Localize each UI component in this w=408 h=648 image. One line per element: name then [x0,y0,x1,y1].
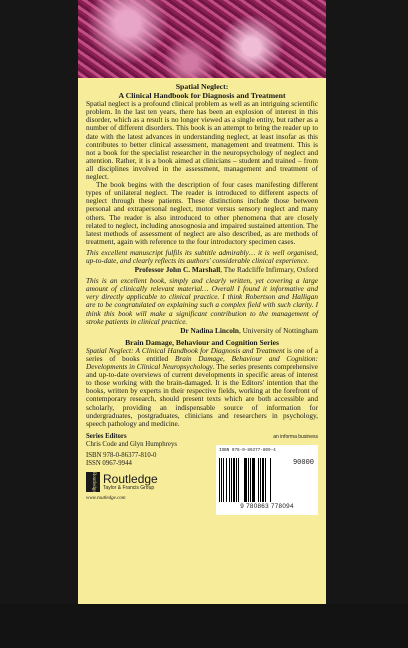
reviewer-name-1: Professor John C. Marshall [134,265,221,275]
series-title: Brain Damage, Behaviour and Cognition Series [125,337,279,347]
publisher-subtitle: Taylor & Francis Group [103,485,155,492]
reviewer-affiliation-1: , The Radcliffe Infirmary, Oxford [220,265,318,275]
publisher-name: Routledge [103,472,158,487]
reviewer-name-2: Dr Nadina Lincoln [180,325,239,335]
cover-art-banner [78,0,326,78]
review-attribution-2 [86,327,318,335]
routledge-logo-icon: Routledge [86,472,100,492]
series-editors-header: Series Editors [86,432,127,440]
barcode-isbn: ISBN 978-0-86377-809-4 [219,447,276,453]
blurb-panel [78,78,326,604]
description-paragraph-2: The book begins with the description of four cases manifesting different types of unilateral neglect. The reader is introduced to different aspects of neglect through these patients. These distinctions include those between personal and extrapersonal neglect, motor versus sensory neglect and many others. The reader is also introduced to other phenomena that are closely related to neglect, including anosognosia and impaired sustained attention. The latest methods of assessment of neglect are also described, as are methods of treatment, again with reference to the four introductory specimen cases. [86,180,318,246]
review-attribution-1 [86,266,318,274]
bottom-strip [0,604,408,648]
barcode-box [216,445,318,515]
review-quote-1: This excellent manuscript fulfils its subtitle admirably… it is well organised, up-to-date, and clearly reflects its authors' considerable clinical experience. [86,247,318,265]
series-book-title: Spatial Neglect: A Clinical Handbook for Diagnosis and Treatment [86,345,285,355]
informa-label: an informa business [273,433,318,440]
back-cover-footer [86,433,318,533]
series-name: Brain Damage, Behaviour and Cognition: Developments in Clinical Neuropsychology [86,354,318,372]
book-title-line1: Spatial Neglect: [175,82,229,91]
barcode-number: 9 780863 778094 [240,502,294,510]
book-title [86,83,318,100]
barcode-price-code: 90000 [292,458,314,467]
issn-text: ISSN 0967-9944 [86,460,132,468]
review-quote-2: This is an excellent book, simply and clearly written, yet covering a large amount of clinically relevant material… Overall I found it informative and very directly applicable to clinical practice. I think Robertson and Halligan are to be congratulated on explaining such a complex field with such clarity. I think this book will make a significant contribution to the management of stroke patients in clinical practice. [86,276,318,326]
reviewer-affiliation-2: , University of Nottingham [238,325,318,335]
description-paragraph-1: Spatial neglect is a profound clinical problem as well as an intriguing scientific problem. In the last ten years, there has been an explosion of interest in this disorder, which as a result is no longer viewed as a single entity, but rather as a number of different disorders. This book is an attempt to bring the reader up to date with the latest advances in understanding neglect, at least insofar as this contributes to better clinical assessment, management and treatment. This is not a book for the specialist researcher in the neuropsychology of neglect and attention. Rather, it is a book aimed at clinicians – student and trained – from all disciplines involved in the assessment, management and treatment of neglect. [86,99,318,182]
series-editors-names: Chris Code and Glyn Humphreys [86,440,177,448]
publisher-website: www.routledge.com [86,496,126,502]
isbn-text: ISBN 978-0-86377-810-0 [86,452,157,460]
series-description [86,347,318,428]
series-text-b: . The series presents comprehensive and up-to-date overviews of current developments in specific areas of interest to those working with the brain-damaged. It is the Editors' intention that the books, written by experts in their respective fields, working at the forefront of contemporary research, should present texts which are both accessible and scholarly, providing an indispensable source of information for undergraduates, postgraduates, clinicians and researchers in psychology, speech pathology and medicine. [86,362,319,428]
book-title-line2: A Clinical Handbook for Diagnosis and Treatment [118,90,286,100]
series-text-a: is one of a series of books entitled [86,345,318,363]
